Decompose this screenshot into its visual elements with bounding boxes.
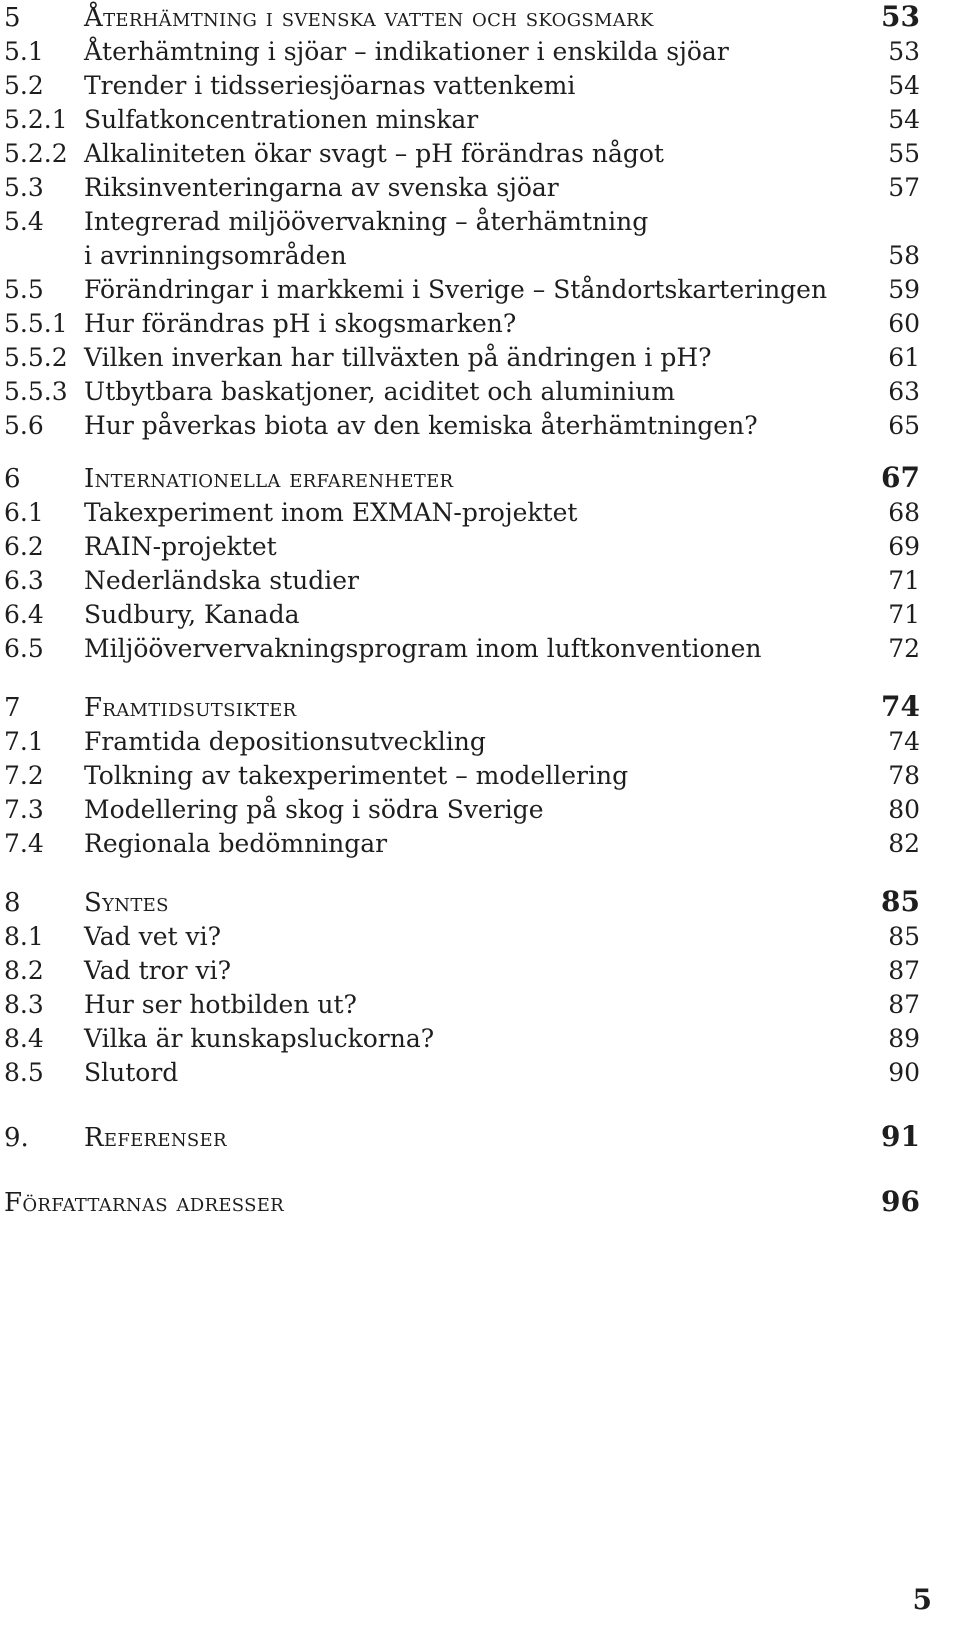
- toc-page: 85: [881, 885, 920, 918]
- toc-number: 7.4: [4, 829, 44, 858]
- toc-entry[interactable]: [4, 564, 920, 598]
- toc-title: Takexperiment inom EXMAN-projektet: [84, 498, 578, 527]
- toc-number: 7: [4, 693, 21, 723]
- toc-number: 5: [4, 3, 21, 33]
- toc-title: Vilken inverkan har tillväxten på ändringen i pH?: [84, 343, 712, 372]
- toc-page: 89: [888, 1024, 920, 1053]
- toc-page: 78: [888, 761, 920, 790]
- toc-title: Utbytbara baskatjoner, aciditet och aluminium: [84, 377, 676, 406]
- toc-title-continued: i avrinningsområden: [84, 241, 347, 270]
- toc-entry[interactable]: [4, 954, 920, 988]
- toc-title: Syntes: [84, 888, 169, 918]
- toc-number: 7.3: [4, 795, 44, 824]
- toc-number: 8.4: [4, 1024, 44, 1053]
- toc-chapter-8[interactable]: [4, 885, 920, 920]
- toc-page: 87: [888, 956, 920, 985]
- toc-page: 71: [888, 600, 920, 629]
- page-number: 5: [912, 1583, 932, 1616]
- toc-page: 68: [888, 498, 920, 527]
- toc-page: 72: [888, 634, 920, 663]
- toc-number: 7.1: [4, 727, 44, 756]
- toc-entry[interactable]: [4, 793, 920, 827]
- toc-entry-continuation[interactable]: [4, 239, 920, 273]
- toc-title: Återhämtning i sjöar – indikationer i enskilda sjöar: [84, 37, 729, 66]
- toc-number: 8.3: [4, 990, 44, 1019]
- toc-entry[interactable]: [4, 375, 920, 409]
- toc-page: 82: [888, 829, 920, 858]
- toc-title: Vilka är kunskapsluckorna?: [84, 1024, 435, 1053]
- toc-title: Vad vet vi?: [84, 922, 222, 951]
- toc-title: Referenser: [84, 1123, 227, 1153]
- toc-title: Författarnas adresser: [4, 1188, 285, 1218]
- toc-entry[interactable]: [4, 530, 920, 564]
- toc-number: 5.2: [4, 71, 44, 100]
- toc-number: 6: [4, 464, 21, 494]
- toc-chapter-9[interactable]: [4, 1120, 920, 1155]
- toc-number: 8.5: [4, 1058, 44, 1087]
- toc-number: 8: [4, 888, 21, 918]
- toc-entry[interactable]: [4, 920, 920, 954]
- toc-title: Regionala bedömningar: [84, 829, 388, 858]
- toc-entry[interactable]: [4, 137, 920, 171]
- toc-title: Riksinventeringarna av svenska sjöar: [84, 173, 559, 202]
- toc-entry[interactable]: [4, 273, 920, 307]
- toc-title: Hur påverkas biota av den kemiska återhämtningen?: [84, 411, 758, 440]
- toc-page: 60: [888, 309, 920, 338]
- toc-page: 71: [888, 566, 920, 595]
- toc-entry[interactable]: [4, 1056, 920, 1090]
- toc-entry[interactable]: [4, 103, 920, 137]
- toc-page: 91: [881, 1120, 920, 1153]
- toc-page: 69: [888, 532, 920, 561]
- toc-title: Hur ser hotbilden ut?: [84, 990, 357, 1019]
- toc-page: 74: [881, 690, 920, 723]
- toc-number: 5.2.1: [4, 105, 68, 134]
- toc-chapter-6[interactable]: [4, 461, 920, 496]
- toc-page: 53: [888, 37, 920, 66]
- toc-number: 6.5: [4, 634, 44, 663]
- toc-page: 63: [888, 377, 920, 406]
- toc-entry[interactable]: [4, 1022, 920, 1056]
- toc-authors-addresses[interactable]: [4, 1185, 920, 1220]
- toc-number: 5.4: [4, 207, 44, 236]
- toc-page: 65: [888, 411, 920, 440]
- toc-number: 5.2.2: [4, 139, 68, 168]
- toc-entry[interactable]: [4, 35, 920, 69]
- toc-entry[interactable]: [4, 496, 920, 530]
- toc-title: Miljööververvakningsprogram inom luftkonventionen: [84, 634, 762, 663]
- toc-number: 5.6: [4, 411, 44, 440]
- toc-title: Internationella erfarenheter: [84, 464, 454, 494]
- toc-page: 85: [888, 922, 920, 951]
- toc-page: 57: [888, 173, 920, 202]
- toc-page: 58: [888, 241, 920, 270]
- toc-page: 87: [888, 990, 920, 1019]
- toc-entry[interactable]: [4, 598, 920, 632]
- toc-title: Modellering på skog i södra Sverige: [84, 795, 544, 824]
- toc-number: 5.5: [4, 275, 44, 304]
- toc-entry[interactable]: [4, 69, 920, 103]
- toc-number: 6.4: [4, 600, 44, 629]
- toc-chapter-7[interactable]: [4, 690, 920, 725]
- toc-entry[interactable]: [4, 759, 920, 793]
- toc-title: Nederländska studier: [84, 566, 359, 595]
- toc-number: 9.: [4, 1123, 29, 1153]
- toc-entry[interactable]: [4, 725, 920, 759]
- toc-title: Sudbury, Kanada: [84, 600, 300, 629]
- toc-page: 90: [888, 1058, 920, 1087]
- toc-page: 67: [881, 461, 920, 494]
- toc-page: 54: [888, 105, 920, 134]
- toc-number: 5.1: [4, 37, 44, 66]
- toc-entry[interactable]: [4, 171, 920, 205]
- toc-number: 8.2: [4, 956, 44, 985]
- toc-number: 5.5.2: [4, 343, 68, 372]
- toc-title: Slutord: [84, 1058, 179, 1087]
- toc-title: Integrerad miljöövervakning – återhämtning: [84, 207, 649, 236]
- toc-title: Hur förändras pH i skogsmarken?: [84, 309, 517, 338]
- toc-entry[interactable]: [4, 988, 920, 1022]
- toc-entry[interactable]: [4, 632, 920, 666]
- toc-number: 6.1: [4, 498, 44, 527]
- toc-entry[interactable]: [4, 341, 920, 375]
- toc-title: Tolkning av takexperimentet – modellering: [84, 761, 629, 790]
- toc-number: 6.3: [4, 566, 44, 595]
- table-of-contents: [4, 0, 920, 1220]
- toc-page: 61: [888, 343, 920, 372]
- toc-page: 74: [888, 727, 920, 756]
- toc-number: 5.3: [4, 173, 44, 202]
- toc-title: Sulfatkoncentrationen minskar: [84, 105, 479, 134]
- toc-entry[interactable]: [4, 827, 920, 861]
- toc-number: 5.5.3: [4, 377, 68, 406]
- toc-page: 59: [888, 275, 920, 304]
- toc-number: 5.5.1: [4, 309, 68, 338]
- toc-page: 96: [881, 1185, 920, 1218]
- toc-title: Alkaliniteten ökar svagt – pH förändras något: [84, 139, 664, 168]
- toc-number: 6.2: [4, 532, 44, 561]
- toc-number: 7.2: [4, 761, 44, 790]
- toc-chapter-5[interactable]: [4, 0, 920, 35]
- toc-page: 54: [888, 71, 920, 100]
- toc-title: RAIN-projektet: [84, 532, 277, 561]
- toc-page: 53: [881, 0, 920, 33]
- toc-page: 80: [888, 795, 920, 824]
- toc-entry[interactable]: [4, 205, 920, 239]
- toc-number: 8.1: [4, 922, 44, 951]
- toc-entry[interactable]: [4, 307, 920, 341]
- toc-page: 55: [888, 139, 920, 168]
- toc-entry[interactable]: [4, 409, 920, 443]
- toc-title: Framtida depositionsutveckling: [84, 727, 486, 756]
- toc-title: Trender i tidsseriesjöarnas vattenkemi: [84, 71, 576, 100]
- toc-title: Vad tror vi?: [84, 956, 232, 985]
- toc-title: Framtidsutsikter: [84, 693, 297, 723]
- toc-title: Förändringar i markkemi i Sverige – Ståndortskarteringen: [84, 275, 828, 304]
- toc-title: Återhämtning i svenska vatten och skogsmark: [84, 3, 654, 33]
